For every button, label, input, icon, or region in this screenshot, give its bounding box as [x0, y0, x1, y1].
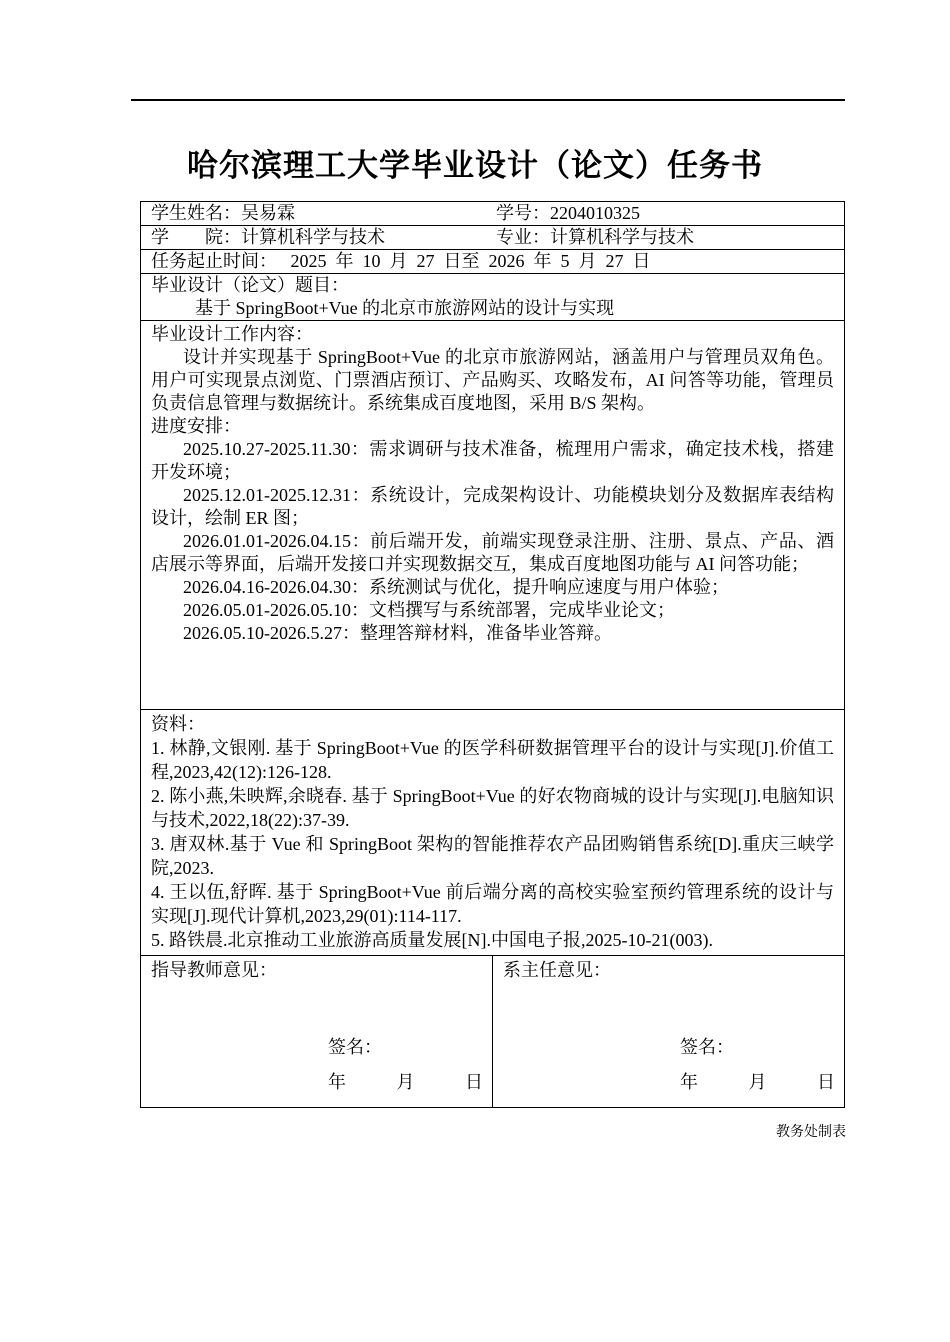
- student-id: 学号：2204010325: [496, 203, 640, 223]
- content-row: [141, 321, 844, 710]
- director-label: 系主任意见：: [503, 960, 611, 980]
- reference-item: 2. 陈小燕,朱映辉,余晓春. 基于 SpringBoot+Vue 的好农物商城的设计与实现[J].电脑知识与技术,2022,18(22):37-39.: [151, 786, 834, 830]
- content-label: 毕业设计工作内容：: [151, 324, 313, 344]
- director-year: 年: [680, 1072, 698, 1092]
- student-row: [141, 202, 844, 226]
- topic-value: 基于 SpringBoot+Vue 的北京市旅游网站的设计与实现: [195, 298, 615, 318]
- reference-item: 1. 林静,文银刚. 基于 SpringBoot+Vue 的医学科研数据管理平台的设计与实现[J].价值工程,2023,42(12):126-128.: [151, 738, 834, 782]
- advisor-label: 指导教师意见：: [151, 960, 277, 980]
- college-row: [141, 226, 844, 250]
- page-title: 哈尔滨理工大学毕业设计（论文）任务书: [187, 148, 763, 183]
- advisor-year: 年: [328, 1072, 346, 1092]
- schedule-item: 2025.12.01-2025.12.31：系统设计，完成架构设计、功能模块划分及数据库表结构设计，绘制 ER 图；: [151, 485, 834, 528]
- topic-label: 毕业设计（论文）题目：: [151, 275, 349, 295]
- student-name: 学生姓名：吴易霖: [151, 203, 295, 223]
- major: 专业：计算机科学与技术: [496, 227, 694, 247]
- task-form: [140, 201, 845, 1108]
- advisor-signature-label: 签名：: [328, 1037, 382, 1057]
- schedule-item: 2026.04.16-2026.04.30：系统测试与优化，提升响应速度与用户体验；: [183, 577, 729, 597]
- schedule-item: 2026.05.10-2026.5.27：整理答辩材料，准备毕业答辩。: [183, 623, 612, 643]
- director-signature-label: 签名：: [680, 1037, 734, 1057]
- footer-note: 教务处制表: [776, 1125, 846, 1140]
- college: 学 院：计算机科学与技术: [151, 227, 385, 247]
- content-description: 设计并实现基于 SpringBoot+Vue 的北京市旅游网站，涵盖用户与管理员双角色。用户可实现景点浏览、门票酒店预订、产品购买、攻略发布，AI 问答等功能，管理员负责信息管理与数据统计。系统集成百度地图，采用 B/S 架构。: [151, 347, 834, 413]
- advisor-opinion: [141, 956, 492, 1107]
- director-opinion: [492, 956, 844, 1107]
- top-rule: [131, 99, 845, 101]
- advisor-day: 日: [465, 1072, 483, 1092]
- period-row: 任务起止时间： 2025 年 10 月 27 日至 2026 年 5 月 27 日: [141, 250, 844, 274]
- schedule-item: 2025.10.27-2025.11.30：需求调研与技术准备，梳理用户需求，确定技术栈，搭建开发环境；: [151, 439, 834, 482]
- director-month: 月: [748, 1072, 767, 1092]
- advisor-month: 月: [396, 1072, 415, 1092]
- topic-row: [141, 274, 844, 321]
- schedule-label: 进度安排：: [151, 416, 241, 436]
- reference-item: 5. 路铁晨.北京推动工业旅游高质量发展[N].中国电子报,2025-10-21(003).: [151, 930, 713, 950]
- schedule-item: 2026.05.01-2026.05.10：文档撰写与系统部署，完成毕业论文；: [183, 600, 675, 620]
- references-label: 资料：: [151, 714, 205, 734]
- director-date: [680, 1071, 835, 1094]
- director-day: 日: [817, 1072, 835, 1092]
- reference-item: 4. 王以伍,舒晖. 基于 SpringBoot+Vue 前后端分离的高校实验室预约管理系统的设计与实现[J].现代计算机,2023,29(01):114-117.: [151, 882, 834, 926]
- references-row: [141, 710, 844, 956]
- schedule-item: 2026.01.01-2026.04.15：前后端开发，前端实现登录注册、注册、景点、产品、酒店展示等界面，后端开发接口并实现数据交互，集成百度地图功能与 AI 问答功能；: [151, 531, 834, 574]
- advisor-date: [328, 1071, 483, 1094]
- opinion-row: [141, 956, 844, 1107]
- reference-item: 3. 唐双林.基于 Vue 和 SpringBoot 架构的智能推荐农产品团购销售系统[D].重庆三峡学院,2023.: [151, 834, 834, 878]
